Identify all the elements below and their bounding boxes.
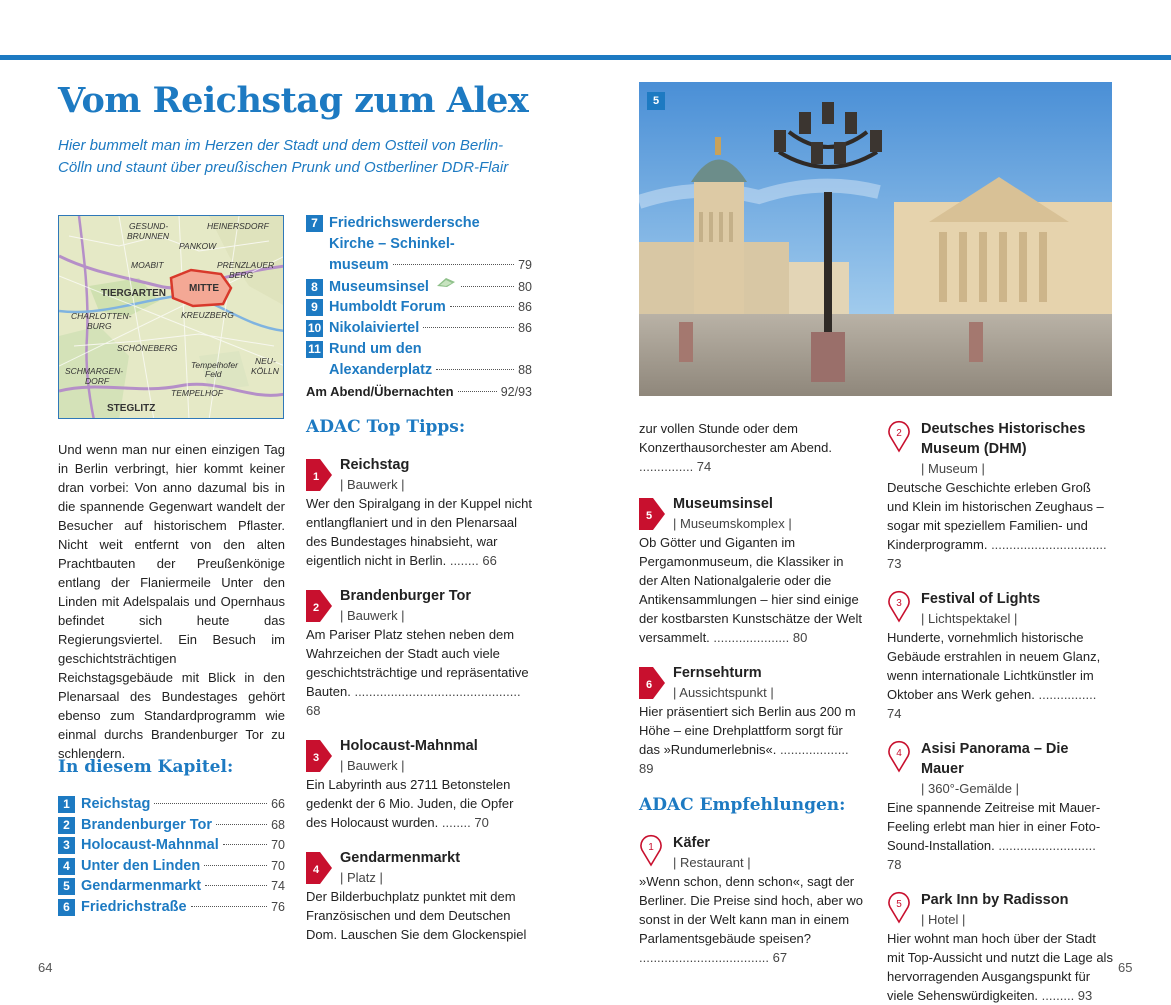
chapter-item-evening[interactable]: Am Abend/Übernachten 92/93 bbox=[306, 384, 532, 399]
svg-text:Feld: Feld bbox=[205, 369, 222, 379]
top-tipp-arrow-icon bbox=[306, 455, 333, 495]
empfehlung-entry[interactable]: 2 Deutsches Historisches Museum (DHM) | Museum | Deutsche Geschichte erleben Groß und Klein im historischen Zeughaus – sogar mit speziellem Familien- und Kinderprogramm. ................................ 73 bbox=[887, 421, 1107, 571]
svg-text:5: 5 bbox=[645, 510, 653, 522]
page-number-left: 64 bbox=[38, 960, 53, 975]
svg-text:MOABIT: MOABIT bbox=[131, 260, 164, 270]
empfehlung-entry[interactable]: 3 Festival of Lights | Lichtspektakel | Hunderte, vornehmlich historische Gebäude erstrahlen in neuem Glanz, wenn internationale Lichtkünstler im Oktober ans Werk gehen. ................ 74 bbox=[887, 591, 1101, 721]
svg-text:5: 5 bbox=[896, 899, 902, 910]
chapter-item[interactable]: 5 Gendarmenmarkt 74 bbox=[58, 877, 285, 898]
svg-text:BRUNNEN: BRUNNEN bbox=[127, 231, 170, 241]
svg-text:TEMPELHOF: TEMPELHOF bbox=[171, 388, 223, 398]
svg-text:6: 6 bbox=[645, 679, 653, 691]
chapter-item[interactable]: 3 Holocaust-Mahnmal 70 bbox=[58, 836, 285, 857]
empfehlung-entry[interactable]: 5 Park Inn by Radisson | Hotel | Hier wohnt man hoch über der Stadt mit Top-Aussicht und nutzt die Lage als hervorragenden Ausgangspunkt für viele Sehenswürdigkeiten. ......... 93 bbox=[887, 892, 1113, 1003]
svg-text:4: 4 bbox=[896, 748, 902, 759]
top-tipp-arrow-icon bbox=[306, 736, 333, 776]
page-number-right: 65 bbox=[1118, 960, 1133, 975]
photo-illustration bbox=[639, 82, 1112, 396]
chapter-item[interactable]: 4 Unter den Linden 70 bbox=[58, 857, 285, 878]
page-title: Vom Reichstag zum Alex bbox=[58, 80, 529, 121]
svg-text:TIERGARTEN: TIERGARTEN bbox=[101, 288, 166, 299]
map-pin-icon bbox=[887, 890, 911, 924]
top-tipp-arrow-icon bbox=[306, 586, 333, 626]
top-tipp-entry[interactable]: 2 Brandenburger Tor | Bauwerk | Am Pariser Platz stehen neben dem Wahrzeichen der Stadt auch viele geschichtsträchtige und repräsentative Bauten. .............................................. 68 bbox=[306, 588, 529, 718]
svg-text:SCHMARGEN-: SCHMARGEN- bbox=[65, 366, 124, 376]
svg-text:BERG: BERG bbox=[229, 270, 254, 280]
empfehlung-entry[interactable]: 1 Käfer | Restaurant | »Wenn schon, denn schon«, sagt der Berliner. Die Preise sind hoch, aber wo sonst in der Welt kann man in einem Parlamentsgebäude speisen? .................................... 67 bbox=[639, 835, 864, 965]
top-tipp-entry[interactable]: 4 Gendarmenmarkt | Platz | Der Bilderbuchplatz punktet mit dem Französischen und dem Deutschen Dom. Lauschen Sie dem Glockenspiel bbox=[306, 850, 527, 942]
svg-text:4: 4 bbox=[312, 864, 320, 876]
svg-text:1: 1 bbox=[312, 471, 320, 483]
svg-text:KÖLLN: KÖLLN bbox=[251, 366, 279, 376]
top-tipp-entry[interactable]: 3 Holocaust-Mahnmal | Bauwerk | Ein Labyrinth aus 2711 Betonstelen gedenkt der 6 Mio. Juden, die Opfer des Holocaust wurden. ........ 70 bbox=[306, 738, 514, 830]
map-pin-icon bbox=[887, 419, 911, 453]
svg-text:CHARLOTTEN-: CHARLOTTEN- bbox=[71, 311, 132, 321]
svg-text:3: 3 bbox=[312, 752, 320, 764]
svg-text:1: 1 bbox=[648, 842, 654, 853]
map-pin-icon bbox=[887, 739, 911, 773]
chapter-list-continued bbox=[306, 214, 532, 404]
svg-text:2: 2 bbox=[312, 602, 320, 614]
empfehlungen-continued bbox=[887, 419, 1113, 1005]
chapter-item[interactable]: 8 Museumsinsel 80 bbox=[306, 277, 532, 298]
svg-text:HEINERSDORF: HEINERSDORF bbox=[207, 221, 269, 231]
unesco-icon bbox=[435, 274, 457, 286]
map-pin-icon bbox=[639, 833, 663, 867]
map-pin-icon bbox=[887, 589, 911, 623]
svg-text:BURG: BURG bbox=[87, 321, 112, 331]
chapter-item[interactable]: 2 Brandenburger Tor 68 bbox=[58, 816, 285, 837]
svg-text:NEU-: NEU- bbox=[255, 356, 276, 366]
top-tipp-arrow-icon bbox=[306, 848, 333, 888]
svg-text:3: 3 bbox=[896, 598, 902, 609]
empfehlungen-heading: ADAC Empfehlungen: bbox=[639, 795, 846, 815]
chapter-item[interactable]: 7 Friedrichswerdersche Kirche – Schinkel- museum 79 bbox=[306, 214, 532, 277]
page-subtitle: Hier bummelt man im Herzen der Stadt und dem Ostteil von Berlin-Cölln und staunt über preußischen Prunk und Ostberliner DDR-Flair bbox=[58, 137, 509, 176]
svg-text:STEGLITZ: STEGLITZ bbox=[107, 403, 156, 414]
top-tipp-continuation: zur vollen Stunde oder dem Konzerthausorchester am Abend. ............... 74 bbox=[639, 421, 832, 474]
intro-text: Und wenn man nur einen einzigen Tag in Berlin verbringt, hier kommt keiner dran vorbei: Von anno dazumal bis in die spannende Gegenwart wandelt der Besucher auf historischem Pflaster. Nicht weit entfernt von den alten Prachtbauten der Preußenkönige entlang der Flaniermeile Unter den Linden mit Adelspalais und Opernhaus befindet sich heute das Regierungsviertel. Ein Besuch im geschichtsträchtigen Reichstagsgebäude mit Blick in den Plenarsaal des Bundestages gehört ebenso zum Standardprogramm wie einmal durchs Brandenburger Tor zu schlendern. bbox=[58, 442, 285, 761]
svg-text:PRENZLAUER: PRENZLAUER bbox=[217, 260, 275, 270]
top-tipp-entry[interactable]: 5 Museumsinsel | Museumskomplex | Ob Götter und Giganten im Pergamonmuseum, die Klassiker in der Alten Nationalgalerie oder die Antikensammlungen – hier sind einige der kostbarsten Kunstschätze der Welt versammelt. ..................... 80 bbox=[639, 496, 863, 645]
svg-text:GESUND-: GESUND- bbox=[129, 221, 169, 231]
chapter-list bbox=[58, 758, 285, 918]
svg-text:Tempelhofer: Tempelhofer bbox=[191, 360, 238, 370]
top-tipp-arrow-icon bbox=[639, 494, 666, 534]
svg-text:2: 2 bbox=[896, 428, 902, 439]
top-rule bbox=[0, 55, 1171, 60]
chapter-item[interactable]: 11 Rund um den Alexanderplatz 88 bbox=[306, 340, 532, 382]
chapter-item[interactable]: 10 Nikolaiviertel 86 bbox=[307, 320, 532, 336]
top-tipp-entry[interactable]: 1 Reichstag | Bauwerk | Wer den Spiralgang in der Kuppel nicht entlangflaniert und in den Plenarsaal des Bundestages hinabsieht, war eigentlich nicht in Berlin. ........ 66 bbox=[306, 457, 532, 568]
gendarmenmarkt-photo bbox=[639, 82, 1112, 396]
top-tipps bbox=[306, 418, 532, 944]
chapter-item[interactable]: 9 Humboldt Forum 86 bbox=[306, 298, 532, 319]
top-tipp-arrow-icon bbox=[639, 663, 666, 703]
svg-text:DORF: DORF bbox=[85, 376, 110, 386]
top-tipp-entry[interactable]: 6 Fernsehturm | Aussichtspunkt | Hier präsentiert sich Berlin aus 200 m Höhe – eine Drehplattform sorgt für das »Rundumerlebnis«. ................... 89 bbox=[639, 665, 856, 776]
map-graphic bbox=[59, 216, 284, 419]
chapter-item[interactable]: 1 Reichstag 66 bbox=[58, 795, 285, 816]
empfehlung-entry[interactable]: 4 Asisi Panorama – Die Mauer | 360°-Gemälde | Eine spannende Zeitreise mit Mauer-Feeling erlebt man hier in einer Foto-Sound-Installation. ........................... 78 bbox=[887, 741, 1101, 872]
svg-text:PANKOW: PANKOW bbox=[179, 241, 217, 251]
chapter-heading: In diesem Kapitel: bbox=[58, 757, 234, 777]
svg-text:MITTE: MITTE bbox=[189, 283, 219, 294]
district-map bbox=[58, 215, 284, 419]
svg-text:SCHÖNEBERG: SCHÖNEBERG bbox=[117, 343, 178, 353]
photo-number-badge: 5 bbox=[647, 92, 665, 110]
top-tipps-continued bbox=[639, 419, 865, 967]
top-tipps-heading: ADAC Top Tipps: bbox=[306, 417, 466, 437]
chapter-item[interactable]: 6 Friedrichstraße 76 bbox=[58, 898, 285, 919]
svg-text:KREUZBERG: KREUZBERG bbox=[181, 310, 234, 320]
